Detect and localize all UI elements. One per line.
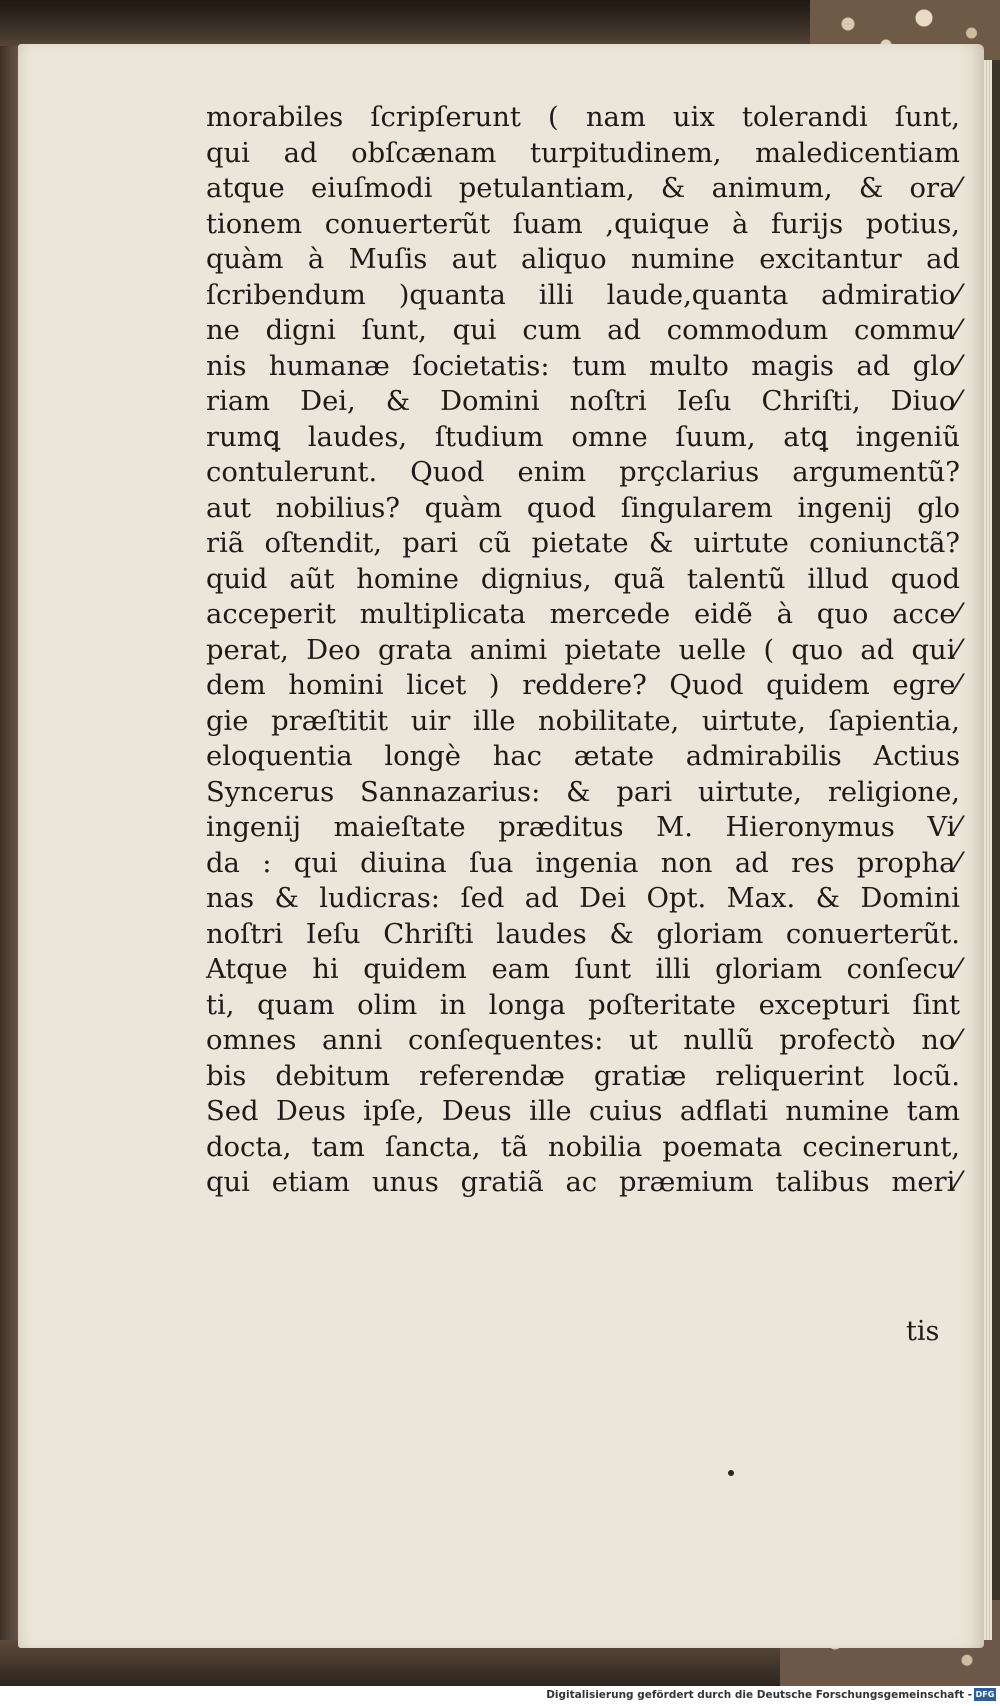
text-line: omnes anni conſequentes: ut nullũ profectò no⁄ [206,1025,960,1056]
text-line: qui etiam unus gratiã ac præmium talibus meri⁄ [206,1167,960,1198]
text-line: nis humanæ ſocietatis: tum multo magis ad glo⁄ [206,350,960,382]
text-line: Sed Deus ipſe, Deus ille cuius adflati numine tam [206,1096,960,1127]
text-line: morabiles ſcripſerunt ( nam uix tolerandi ſunt, [206,102,960,133]
text-line: riam Dei, & Domini noſtri Ieſu Chriſti, Diuo⁄ [206,386,960,417]
text-line: ti, quam olim in longa poſteritate excepturi ſint [206,989,960,1021]
text-line: noſtri Ieſu Chriſti laudes & gloriam conuerterũt. [206,918,960,950]
text-line: quàm à Muſis aut aliquo numine excitantur ad [206,244,960,275]
text-line: Syncerus Sannazarius: & pari uirtute, religione, [206,776,960,808]
ink-dot [728,1470,734,1476]
text-line: perat, Deo grata animi pietate uelle ( quo ad qui⁄ [206,634,960,666]
text-line: contulerunt. Quod enim prçclarius argumentũ? [206,457,960,488]
dfg-logo: DFG [975,1690,995,1699]
text-line: aut nobilius? quàm quod ſingularem ingenij glo [206,492,960,524]
text-line: quid aũt homine dignius, quã talentũ illud quod [206,563,960,595]
digitization-credit: Digitalisierung gefördert durch die Deutsche Forschungsgemeinschaft - [546,1689,972,1701]
text-line: docta, tam ſancta, tã nobilia poemata cecinerunt, [206,1131,960,1163]
text-line: acceperit multiplicata mercede eidẽ à quo acce⁄ [206,599,960,630]
text-line: Atque hi quidem eam ſunt illi gloriam conſecu⁄ [206,954,960,985]
text-line: eloquentia longè hac ætate admirabilis Actius [206,741,960,772]
text-line: da : qui diuina ſua ingenia non ad res propha⁄ [206,847,960,879]
text-line: nas & ludicras: ſed ad Dei Opt. Max. & Domini [206,883,960,914]
text-line: ingenij maieſtate præditus M. Hieronymus Vi⁄ [206,812,960,843]
catchword: tis [906,1316,940,1347]
text-line: tionem conuerterũt ſuam ,quique à furijs potius, [206,208,960,240]
text-line: atque eiuſmodi petulantiam, & animum, & ora⁄ [206,173,960,204]
text-line: gie præſtitit uir ille nobilitate, uirtute, ſapientia, [206,705,960,737]
text-line: rumꝗ laudes, ſtudium omne ſuum, atꝗ ingeniũ [206,421,960,453]
text-line: ne digni ſunt, qui cum ad commodum commu⁄ [206,315,960,346]
text-line: ſcribendum )quanta illi laude,quanta admiratio⁄ [206,279,960,311]
text-line: qui ad obſcænam turpitudinem, maledicentiam [206,137,960,169]
page-text-block [206,100,960,1201]
text-line: dem homini licet ) reddere? Quod quidem egre⁄ [206,670,960,701]
text-line: riã oſtendit, pari cũ pietate & uirtute coniunctã? [206,528,960,559]
text-line: bis debitum referendæ gratiæ reliquerint locũ. [206,1060,960,1092]
